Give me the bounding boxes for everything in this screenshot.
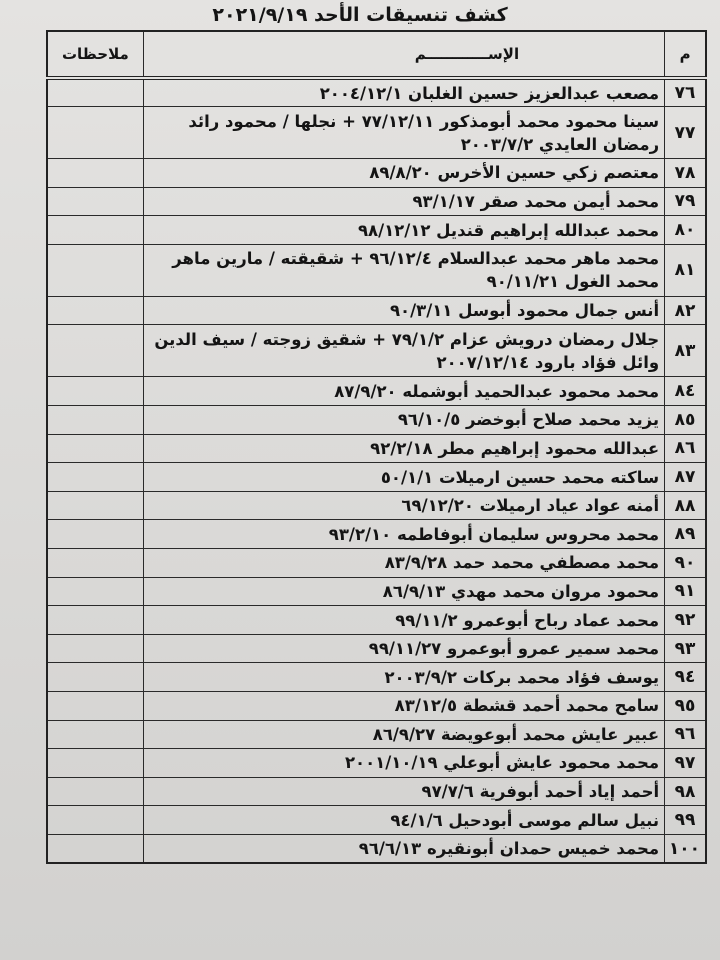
row-notes [47,777,143,806]
row-name: محمد سمير عمرو أبوعمرو ٩٩/١١/٢٧ [143,634,664,663]
row-notes [47,434,143,463]
table-row [47,406,706,435]
row-number: ٨٤ [665,377,706,406]
row-number: ٩٩ [665,806,706,835]
row-number: ٨٨ [665,491,706,520]
row-notes [47,606,143,635]
table-row [47,159,706,188]
row-name: محمد محمود عايش أبوعلي ٢٠٠١/١٠/١٩ [143,749,664,778]
row-name: يوسف فؤاد محمد بركات ٢٠٠٣/٩/٢ [143,663,664,692]
row-name: محمد مصطفي محمد حمد ٨٣/٩/٢٨ [143,549,664,578]
row-name: محمد عماد رباح أبوعمرو ٩٩/١١/٢ [143,606,664,635]
table-row [47,377,706,406]
row-number: ٨٧ [665,463,706,492]
header-name: الإســــــــــــم [143,31,664,78]
row-number: ٩٠ [665,549,706,578]
table-row [47,777,706,806]
row-number: ٨٠ [665,216,706,245]
row-number: ٩٥ [665,692,706,721]
table-row [47,634,706,663]
row-name: سينا محمود محمد أبومذكور ٧٧/١٢/١١ + نجلها / محمود رائد رمضان العايدي ٢٠٠٣/٧/٢ [143,107,664,159]
row-notes [47,692,143,721]
row-notes [47,107,143,159]
row-number: ٨٢ [665,296,706,325]
row-number: ٧٧ [665,107,706,159]
table-row [47,663,706,692]
row-number: ٩٢ [665,606,706,635]
row-notes [47,377,143,406]
row-name: معتصم زكي حسين الأخرس ٨٩/٨/٢٠ [143,159,664,188]
row-name: نبيل سالم موسى أبودحيل ٩٤/١/٦ [143,806,664,835]
names-table [46,30,707,864]
header-number: م [665,31,706,78]
header-notes: ملاحظات [47,31,143,78]
document-title: كشف تنسيقات الأحد ٢٠٢١/٩/١٩ [212,4,508,26]
row-number: ٩٦ [665,720,706,749]
row-number: ٨٣ [665,325,706,377]
table-row [47,491,706,520]
row-notes [47,520,143,549]
row-name: مصعب عبدالعزيز حسين الغلبان ٢٠٠٤/١٢/١ [143,78,664,107]
table-row [47,692,706,721]
row-number: ٩٧ [665,749,706,778]
row-name: عبير عايش محمد أبوعويضة ٨٦/٩/٢٧ [143,720,664,749]
row-name: محمد خميس حمدان أبونقيره ٩٦/٦/١٣ [143,834,664,863]
row-number: ٨٥ [665,406,706,435]
row-name: سامح محمد أحمد قشطة ٨٣/١٢/٥ [143,692,664,721]
table-row [47,434,706,463]
row-name: أمنه عواد عياد ارميلات ٦٩/١٢/٢٠ [143,491,664,520]
row-notes [47,634,143,663]
row-number: ٧٩ [665,187,706,216]
row-number: ٨٦ [665,434,706,463]
row-name: أنس جمال محمود أبوسل ٩٠/٣/١١ [143,296,664,325]
table-row [47,187,706,216]
table-row [47,549,706,578]
table-body [47,78,706,863]
row-number: ١٠٠ [665,834,706,863]
table-row [47,244,706,296]
row-notes [47,463,143,492]
table-row [47,720,706,749]
row-notes [47,549,143,578]
table-row [47,296,706,325]
table-row [47,577,706,606]
row-number: ٨٩ [665,520,706,549]
row-name: جلال رمضان درويش عزام ٧٩/١/٢ + شقيق زوجته / سيف الدين وائل فؤاد بارود ٢٠٠٧/١٢/١٤ [143,325,664,377]
row-notes [47,187,143,216]
table-row [47,520,706,549]
row-number: ٩٤ [665,663,706,692]
table-row [47,806,706,835]
row-notes [47,78,143,107]
row-notes [47,491,143,520]
row-notes [47,749,143,778]
table-row [47,749,706,778]
row-name: يزيد محمد صلاح أبوخضر ٩٦/١٠/٥ [143,406,664,435]
row-notes [47,216,143,245]
row-name: محمد محمود عبدالحميد أبوشمله ٨٧/٩/٢٠ [143,377,664,406]
row-notes [47,296,143,325]
row-name: محمد أيمن محمد صقر ٩٣/١/١٧ [143,187,664,216]
row-number: ٩٨ [665,777,706,806]
row-notes [47,325,143,377]
row-notes [47,577,143,606]
row-name: محمد محروس سليمان أبوفاطمه ٩٣/٢/١٠ [143,520,664,549]
table-row [47,834,706,863]
row-number: ٩١ [665,577,706,606]
table-row [47,463,706,492]
row-name: أحمد إياد أحمد أبوفرية ٩٧/٧/٦ [143,777,664,806]
row-notes [47,406,143,435]
table-row [47,216,706,245]
table-row [47,325,706,377]
table-header-row [47,31,706,78]
row-number: ٧٦ [665,78,706,107]
table-row [47,107,706,159]
row-notes [47,244,143,296]
table-row [47,78,706,107]
row-notes [47,834,143,863]
row-notes [47,159,143,188]
row-name: محمد ماهر محمد عبدالسلام ٩٦/١٢/٤ + شقيقته / مارين ماهر محمد الغول ٩٠/١١/٢١ [143,244,664,296]
row-number: ٧٨ [665,159,706,188]
table-row [47,606,706,635]
row-notes [47,806,143,835]
row-notes [47,720,143,749]
row-name: ساكته محمد حسين ارميلات ٥٠/١/١ [143,463,664,492]
row-name: محمد عبدالله إبراهيم قنديل ٩٨/١٢/١٢ [143,216,664,245]
row-name: محمود مروان محمد مهدي ٨٦/٩/١٣ [143,577,664,606]
row-name: عبدالله محمود إبراهيم مطر ٩٢/٢/١٨ [143,434,664,463]
row-notes [47,663,143,692]
row-number: ٨١ [665,244,706,296]
row-number: ٩٣ [665,634,706,663]
